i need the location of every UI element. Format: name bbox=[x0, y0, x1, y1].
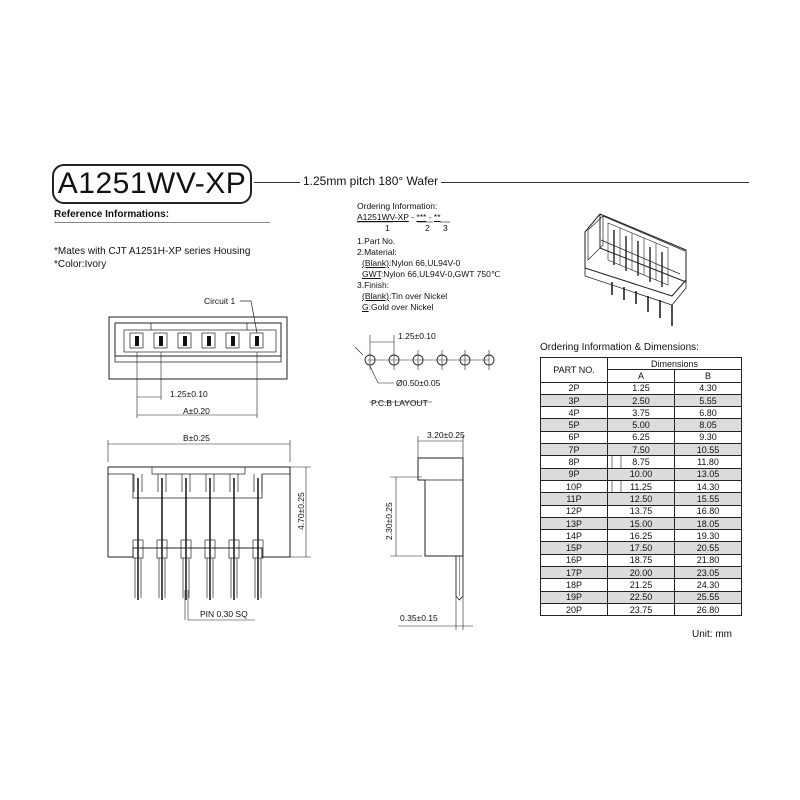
table-cell-b: 5.55 bbox=[675, 394, 742, 406]
finish-key: (Blank) bbox=[362, 291, 389, 301]
table-cell-b: 14.30 bbox=[675, 480, 742, 492]
connector-side-view bbox=[390, 436, 473, 630]
table-cell-a: 15.00 bbox=[608, 517, 675, 529]
table-cell-part: 14P bbox=[541, 530, 608, 542]
table-cell-part: 3P bbox=[541, 394, 608, 406]
side-pin-label: 0.35±0.15 bbox=[400, 613, 438, 623]
table-row bbox=[541, 554, 742, 566]
table-cell-b: 24.30 bbox=[675, 579, 742, 591]
code-stars: ** bbox=[433, 212, 441, 222]
table-cell-part: 10P bbox=[541, 480, 608, 492]
table-cell-part: 4P bbox=[541, 407, 608, 419]
table-cell-a: 3.75 bbox=[608, 407, 675, 419]
col-part-header: PART NO. bbox=[541, 358, 608, 383]
col-a-header: A bbox=[608, 370, 675, 382]
table-cell-part: 11P bbox=[541, 493, 608, 505]
table-cell-part: 13P bbox=[541, 517, 608, 529]
table-row bbox=[541, 407, 742, 419]
table-cell-part: 19P bbox=[541, 591, 608, 603]
code-part: A1251WV-XP bbox=[357, 212, 409, 222]
table-cell-b: 4.30 bbox=[675, 382, 742, 394]
table-cell-b: 9.30 bbox=[675, 431, 742, 443]
table-cell-b: 18.05 bbox=[675, 517, 742, 529]
table-cell-part: 20P bbox=[541, 603, 608, 615]
table-cell-a: 10.00 bbox=[608, 468, 675, 480]
dimensions-table bbox=[540, 357, 742, 616]
table-cell-part: 5P bbox=[541, 419, 608, 431]
table-row bbox=[541, 603, 742, 615]
table-cell-a: 11.25 bbox=[608, 480, 675, 492]
code-sep: - bbox=[408, 212, 417, 222]
table-row bbox=[541, 493, 742, 505]
table-cell-a: 7.50 bbox=[608, 444, 675, 456]
table-row bbox=[541, 505, 742, 517]
table-cell-b: 20.55 bbox=[675, 542, 742, 554]
table-cell-a: 5.00 bbox=[608, 419, 675, 431]
a-dim-label: A±0.20 bbox=[183, 406, 210, 416]
table-cell-a: 1.25 bbox=[608, 382, 675, 394]
table-row bbox=[541, 591, 742, 603]
unit-label: Unit: mm bbox=[692, 629, 732, 640]
connector-front-view bbox=[108, 440, 311, 620]
side-height-label: 2.30±0.25 bbox=[384, 502, 394, 540]
table-row bbox=[541, 530, 742, 542]
pin-size-label: PIN 0.30 SQ bbox=[200, 609, 248, 619]
reference-heading: Reference Informations: bbox=[54, 209, 170, 220]
table-cell-b: 11.80 bbox=[675, 456, 742, 468]
table-cell-a: 22.50 bbox=[608, 591, 675, 603]
connector-top-view bbox=[109, 301, 287, 418]
finish-value: :Tin over Nickel bbox=[388, 291, 448, 301]
table-cell-a: 2.50 bbox=[608, 394, 675, 406]
table-cell-part: 12P bbox=[541, 505, 608, 517]
finish-label: 3.Finish: bbox=[357, 280, 390, 290]
material-key: (Blank) bbox=[362, 258, 389, 268]
table-heading: Ordering Information & Dimensions: bbox=[540, 342, 699, 353]
table-cell-b: 26.80 bbox=[675, 603, 742, 615]
table-cell-part: 6P bbox=[541, 431, 608, 443]
table-cell-a: 13.75 bbox=[608, 505, 675, 517]
table-row bbox=[541, 394, 742, 406]
table-row bbox=[541, 517, 742, 529]
table-cell-a: 23.75 bbox=[608, 603, 675, 615]
pcb-hole-label: Ø0.50±0.05 bbox=[396, 378, 441, 388]
table-cell-b: 13.05 bbox=[675, 468, 742, 480]
table-row bbox=[541, 542, 742, 554]
pcb-layout-label: P.C.B LAYOUT bbox=[371, 398, 428, 408]
pcb-pitch-label: 1.25±0.10 bbox=[398, 331, 436, 341]
page-title: A1251WV-XP bbox=[52, 164, 252, 204]
table-row bbox=[541, 444, 742, 456]
table-cell-part: 15P bbox=[541, 542, 608, 554]
ordering-label: Ordering Information: bbox=[357, 201, 438, 211]
material-key: GWT bbox=[362, 269, 381, 279]
table-row bbox=[541, 468, 742, 480]
reference-note: *Mates with CJT A1251H-XP series Housing bbox=[54, 246, 251, 257]
table-cell-a: 16.25 bbox=[608, 530, 675, 542]
table-row bbox=[541, 431, 742, 443]
table-cell-a: 17.50 bbox=[608, 542, 675, 554]
material-value: :Nylon 66,UL94V-0 bbox=[388, 258, 461, 268]
material-value: :Nylon 66,UL94V-0,GWT 750℃ bbox=[380, 269, 501, 279]
side-width-label: 3.20±0.25 bbox=[427, 430, 465, 440]
table-cell-a: 20.00 bbox=[608, 567, 675, 579]
table-cell-a: 21.25 bbox=[608, 579, 675, 591]
table-cell-b: 6.80 bbox=[675, 407, 742, 419]
table-cell-b: 21.80 bbox=[675, 554, 742, 566]
finish-value: :Gold over Nickel bbox=[368, 302, 434, 312]
table-cell-part: 2P bbox=[541, 382, 608, 394]
code-index: 1 bbox=[385, 223, 390, 233]
col-b-header: B bbox=[675, 370, 742, 382]
circuit1-label: Circuit 1 bbox=[204, 296, 236, 306]
table-cell-part: 8P bbox=[541, 456, 608, 468]
table-cell-b: 25.55 bbox=[675, 591, 742, 603]
table-row bbox=[541, 567, 742, 579]
code-stars: *** bbox=[416, 212, 427, 222]
table-cell-b: 23.05 bbox=[675, 567, 742, 579]
table-row bbox=[541, 419, 742, 431]
table-cell-b: 15.55 bbox=[675, 493, 742, 505]
height-dim-label: 4.70±0.25 bbox=[296, 492, 306, 530]
code-sep: - bbox=[426, 212, 434, 222]
table-cell-part: 7P bbox=[541, 444, 608, 456]
code-index: 3 bbox=[443, 223, 448, 233]
table-cell-a: 12.50 bbox=[608, 493, 675, 505]
table-row bbox=[541, 382, 742, 394]
table-cell-b: 19.30 bbox=[675, 530, 742, 542]
table-cell-part: 18P bbox=[541, 579, 608, 591]
part-no-label: 1.Part No. bbox=[357, 236, 396, 246]
col-dims-header: Dimensions bbox=[608, 358, 742, 370]
table-cell-part: 9P bbox=[541, 468, 608, 480]
table-cell-b: 16.80 bbox=[675, 505, 742, 517]
b-dim-label: B±0.25 bbox=[183, 433, 210, 443]
finish-key: G bbox=[362, 302, 369, 312]
table-cell-a: 8.75 bbox=[608, 456, 675, 468]
table-cell-part: 16P bbox=[541, 554, 608, 566]
pcb-layout bbox=[355, 335, 494, 402]
table-row bbox=[541, 579, 742, 591]
pitch-dim-label: 1.25±0.10 bbox=[170, 389, 208, 399]
material-label: 2.Material: bbox=[357, 247, 397, 257]
table-row bbox=[541, 456, 742, 468]
subtitle: 1.25mm pitch 180° Wafer bbox=[300, 174, 441, 188]
table-cell-a: 6.25 bbox=[608, 431, 675, 443]
table-cell-b: 8.05 bbox=[675, 419, 742, 431]
code-index: 2 bbox=[425, 223, 430, 233]
table-row bbox=[541, 480, 742, 492]
reference-note: *Color:Ivory bbox=[54, 259, 107, 270]
table-cell-a: 18.75 bbox=[608, 554, 675, 566]
table-cell-part: 17P bbox=[541, 567, 608, 579]
table-cell-b: 10.55 bbox=[675, 444, 742, 456]
